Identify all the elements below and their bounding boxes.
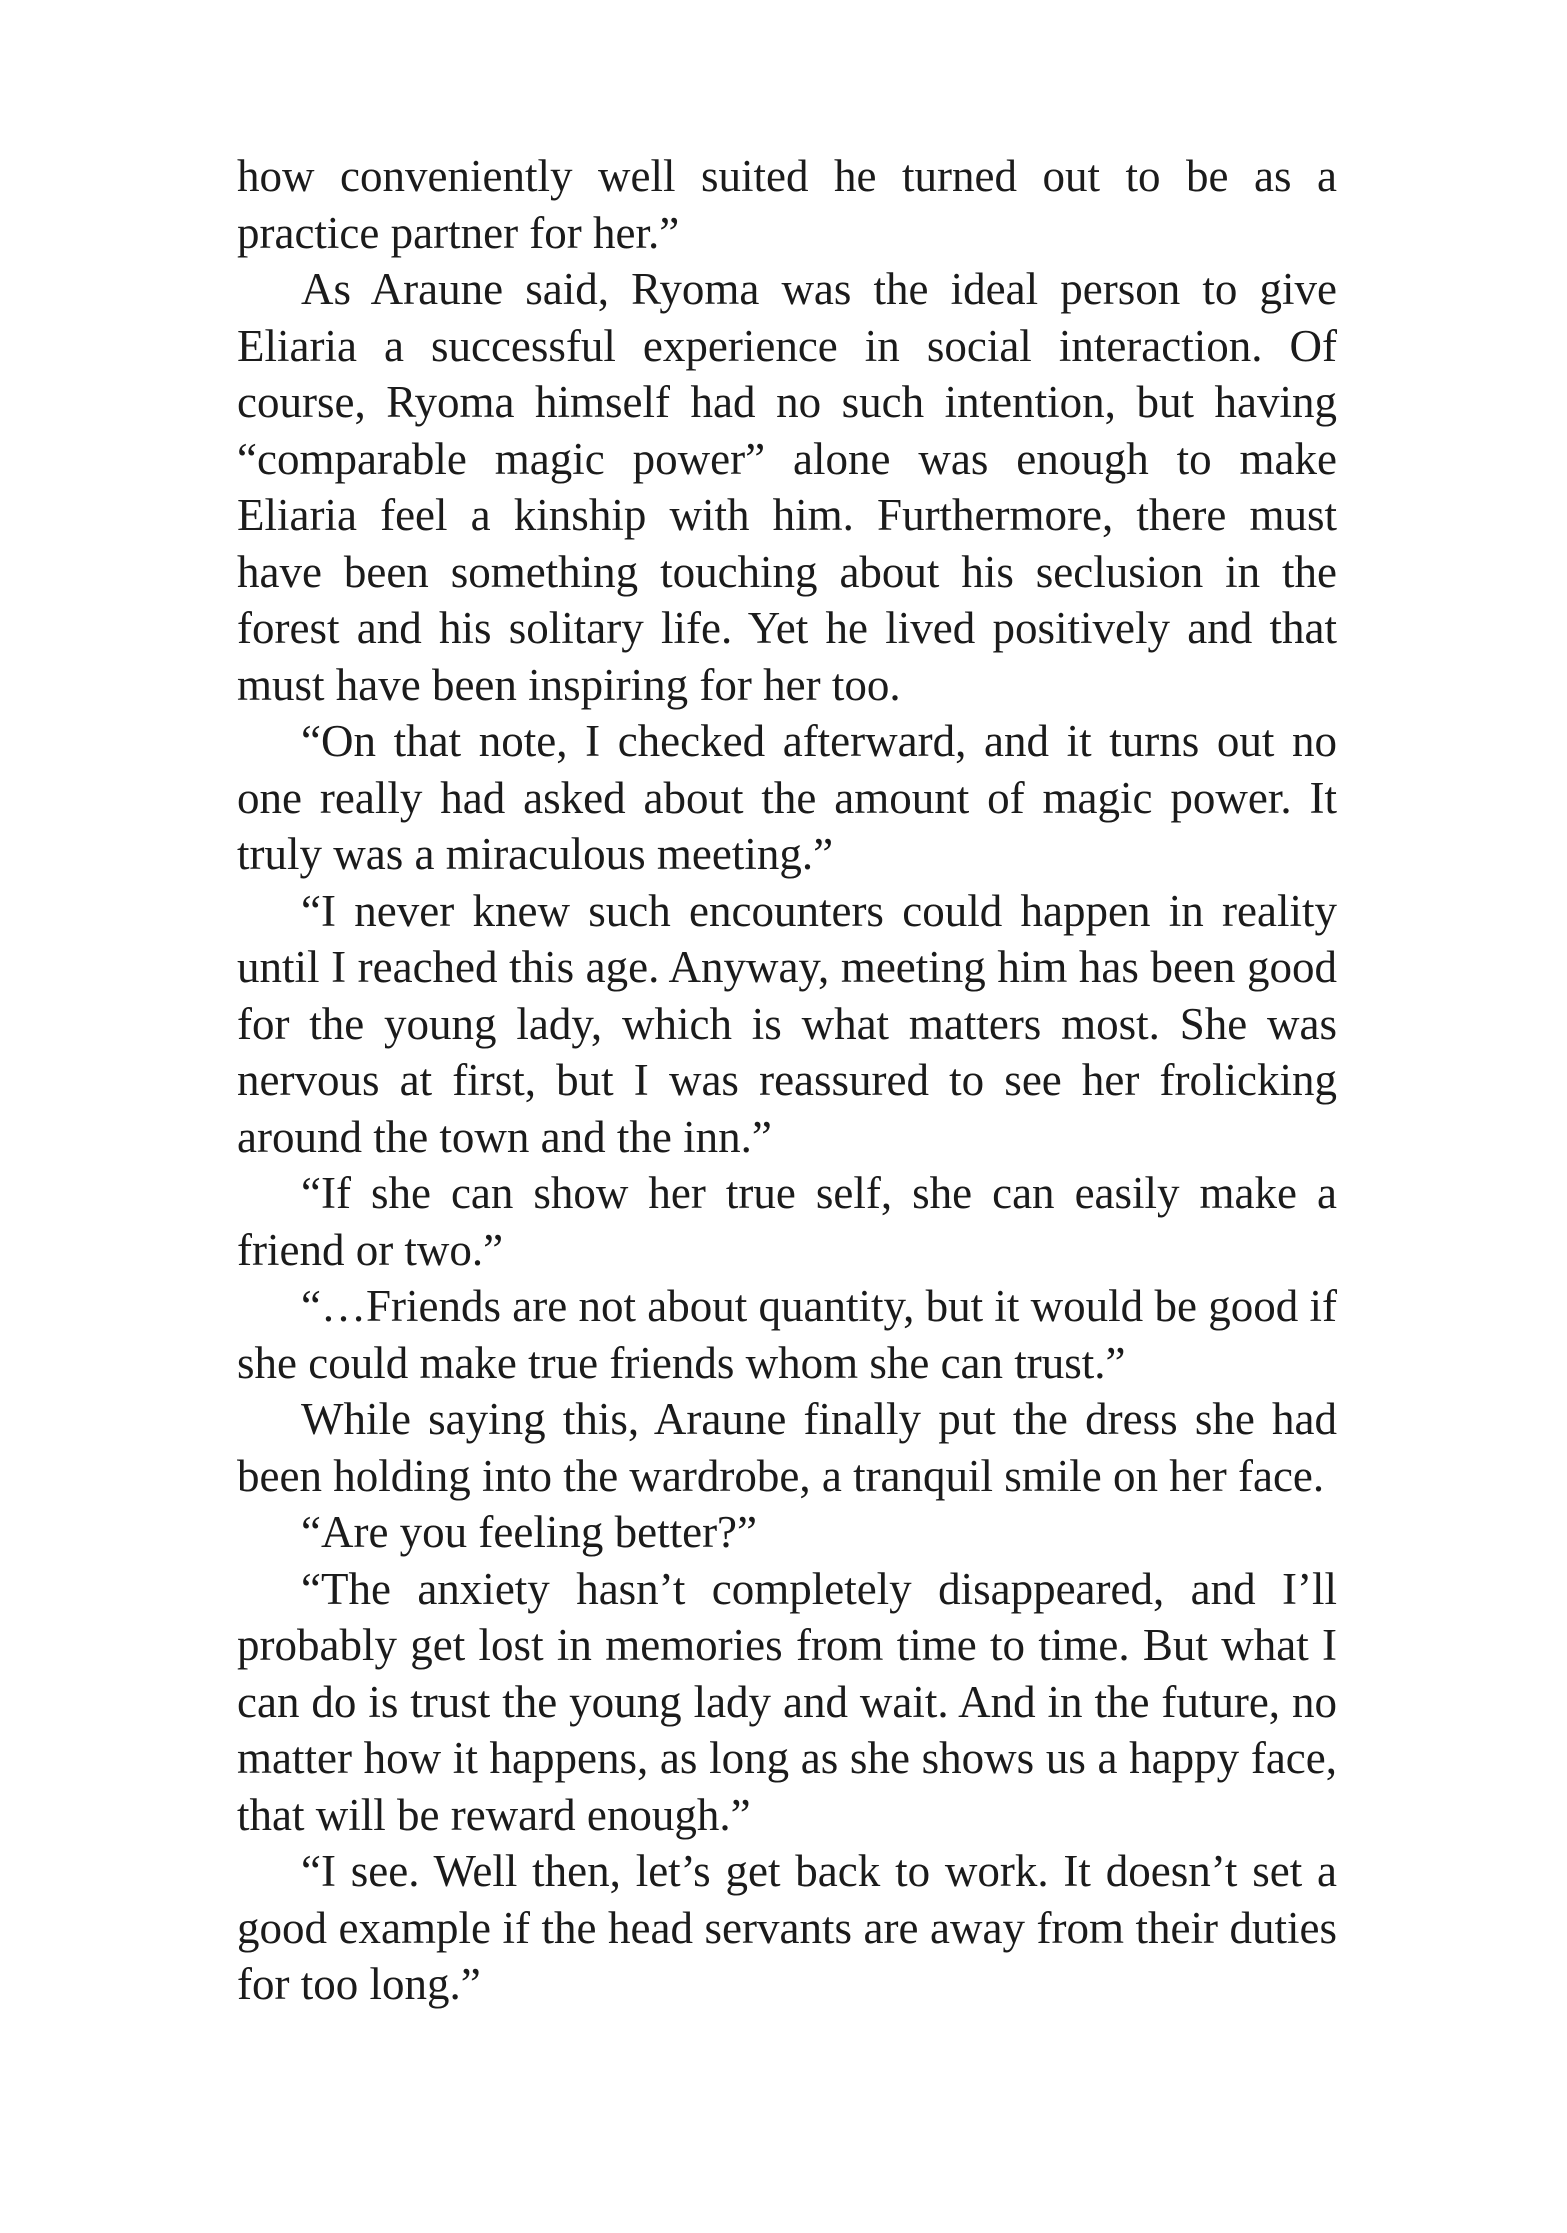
paragraph: “On that note, I checked afterward, and it turns out no one really had asked about the amount of magic power. It truly was a miraculous meeting.”	[237, 716, 1337, 879]
paragraph: While saying this, Araune finally put the dress she had been holding into the wardrobe, a tranquil smile on her face.	[237, 1394, 1337, 1501]
paragraph: As Araune said, Ryoma was the ideal person to give Eliaria a successful experience in social interaction. Of course, Ryoma himself had no such intention, but having “comparable magic power” alone was enough to make Eliaria feel a kinship with him. Furthermore, there must have been something touching about his seclusion in the forest and his solitary life. Yet he lived positively and that must have been inspiring for her too.	[237, 264, 1337, 710]
paragraph: “Are you feeling better?”	[301, 1507, 757, 1557]
paragraph: how conveniently well suited he turned out to be as a practice partner for her.”	[237, 151, 1337, 258]
page-text	[237, 148, 1337, 2013]
paragraph: “If she can show her true self, she can easily make a friend or two.”	[237, 1168, 1337, 1275]
paragraph: “The anxiety hasn’t completely disappeared, and I’ll probably get lost in memories from time to time. But what I can do is trust the young lady and wait. And in the future, no matter how it happens, as long as she shows us a happy face, that will be reward enough.”	[237, 1563, 1337, 1840]
paragraph: “I see. Well then, let’s get back to work. It doesn’t set a good example if the head servants are away from their duties for too long.”	[237, 1846, 1337, 2009]
paragraph: “I never knew such encounters could happen in reality until I reached this age. Anyway, meeting him has been good for the young lady, which is what matters most. She was nervous at first, but I was reassured to see her frolicking around the town and the inn.”	[237, 885, 1337, 1162]
paragraph: “…Friends are not about quantity, but it would be good if she could make true friends whom she can trust.”	[237, 1281, 1337, 1388]
